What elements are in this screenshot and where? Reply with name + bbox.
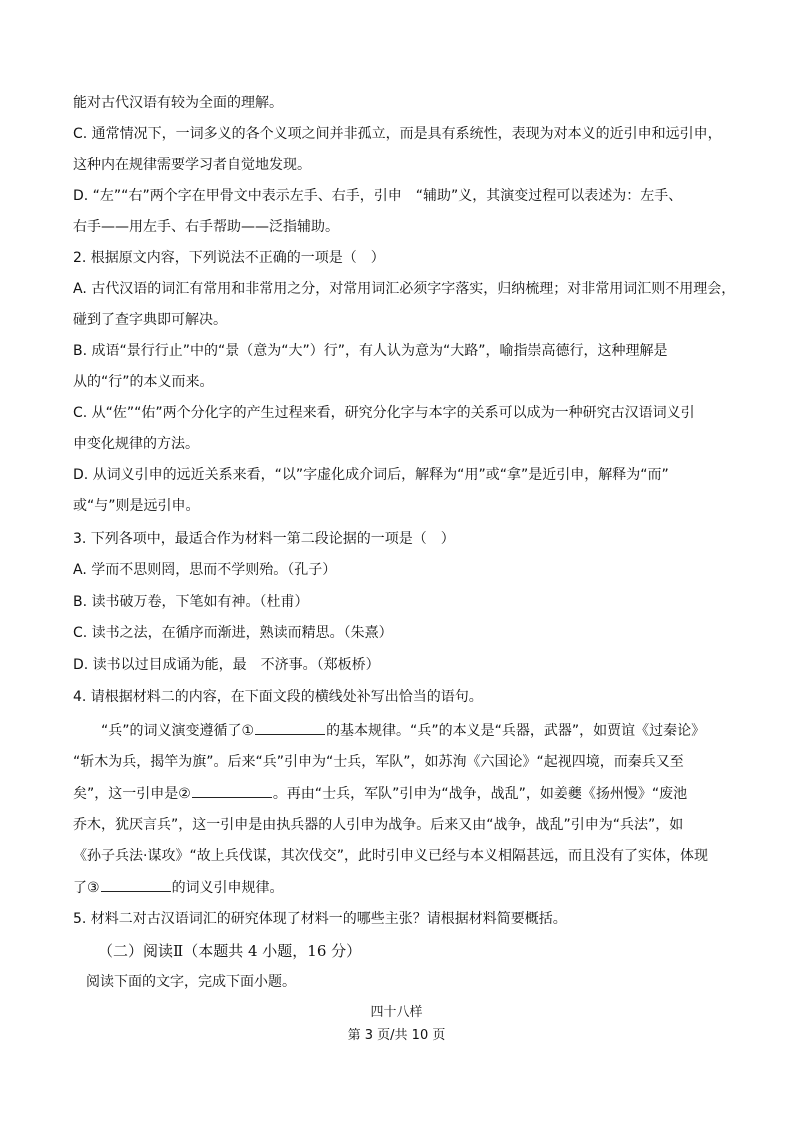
- fill-paragraph-line: [101, 720, 733, 741]
- text-line: 申变化规律的方法。: [73, 436, 199, 452]
- fill-paragraph-line: “斩木为兵，揭竿为旗”。后来“兵”引申为“士兵，军队”，如苏洵《六国论》“起视四境，而秦兵又至: [73, 754, 684, 770]
- q3-option-a: A. 学而不思则罔，思而不学则殆。（孔子）: [73, 562, 337, 578]
- question-5: 5. 材料二对古汉语词汇的研究体现了材料一的哪些主张？请根据材料简要概括。: [73, 911, 567, 927]
- text-line: 从的“行”的本义而来。: [73, 374, 214, 390]
- text-segment: 的词义引申规律。: [171, 880, 284, 896]
- q2-option-a: A. 古代汉语的词汇有常用和非常用之分，对常用词汇必须字字落实，归纳梳理；对非常用词汇则不用理会，: [73, 281, 736, 297]
- answer-blank-3[interactable]: [101, 877, 171, 892]
- fill-paragraph-line: [73, 877, 733, 898]
- text-line: 能对古代汉语有较为全面的理解。: [73, 95, 283, 111]
- text-segment: 矣”，这一引申是②: [73, 786, 191, 802]
- option-c: C. 通常情况下，一词多义的各个义项之间并非孤立，而是具有系统性，表现为对本义的近引申和远引申，: [73, 126, 722, 142]
- q3-option-d: D. 读书以过目成诵为能，最 不济事。（郑板桥）: [73, 657, 380, 673]
- q3-option-b: B. 读书破万卷，下笔如有神。（杜甫）: [73, 594, 309, 610]
- page-number: 第 3 页/共 10 页: [347, 1028, 446, 1043]
- fill-paragraph-line: [73, 783, 733, 804]
- fill-paragraph-line: 《孙子兵法·谋攻》“故上兵伐谋，其次伐交”，此时引申义已经与本义相隔甚远，而且没有了实体，体现: [73, 848, 708, 864]
- text-line: 右手——用左手、右手帮助——泛指辅助。: [73, 219, 339, 235]
- q3-option-c: C. 读书之法，在循序而渐进，熟读而精思。（朱熹）: [73, 625, 393, 641]
- question-3: 3. 下列各项中，最适合作为材料一第二段论据的一项是（ ）: [73, 531, 455, 547]
- q2-option-b: B. 成语“景行行止”中的“景（意为“大”）行”，有人认为意为“大路”，喻指崇高德行，这种理解是: [73, 343, 668, 359]
- text-segment: “兵”的词义演变遵循了①: [101, 723, 255, 739]
- reading-instruction: 阅读下面的文字，完成下面小题。: [86, 974, 296, 990]
- fill-paragraph-line: 乔木，犹厌言兵”，这一引申是由执兵器的人引申为战争。后来又由“战争，战乱”引申为“兵法”，如: [73, 817, 684, 833]
- text-segment: 。再由“士兵，军队”引申为“战争，战乱”，如姜夔《扬州慢》“废池: [272, 786, 688, 802]
- option-d: D. “左”“右”两个字在甲骨文中表示左手、右手，引申 “辅助”义，其演变过程可以表述为：左手、: [73, 188, 683, 204]
- text-line: 这种内在规律需要学习者自觉地发现。: [73, 157, 311, 173]
- answer-blank-1[interactable]: [255, 720, 325, 735]
- q2-option-c: C. 从“佐”“佑”两个分化字的产生过程来看，研究分化字与本字的关系可以成为一种研究古汉语词义引: [73, 405, 695, 421]
- text-line: 或“与”则是远引申。: [73, 498, 200, 514]
- section-heading: （二）阅读Ⅱ（本题共 4 小题，16 分）: [98, 942, 362, 960]
- question-4: 4. 请根据材料二的内容，在下面文段的横线处补写出恰当的语句。: [73, 689, 483, 705]
- text-segment: 了③: [73, 880, 100, 896]
- text-line: 碰到了查字典即可解决。: [73, 312, 227, 328]
- answer-blank-2[interactable]: [192, 783, 272, 798]
- text-segment: 的基本规律。“兵”的本义是“兵器，武器”，如贾谊《过秦论》: [326, 723, 706, 739]
- question-2: 2. 根据原文内容，下列说法不正确的一项是（ ）: [73, 250, 385, 266]
- q2-option-d: D. 从词义引申的远近关系来看，“以”字虚化成介词后，解释为“用”或“拿”是近引申，解释为“而”: [73, 467, 669, 483]
- footer-title: 四十八样: [370, 1005, 423, 1020]
